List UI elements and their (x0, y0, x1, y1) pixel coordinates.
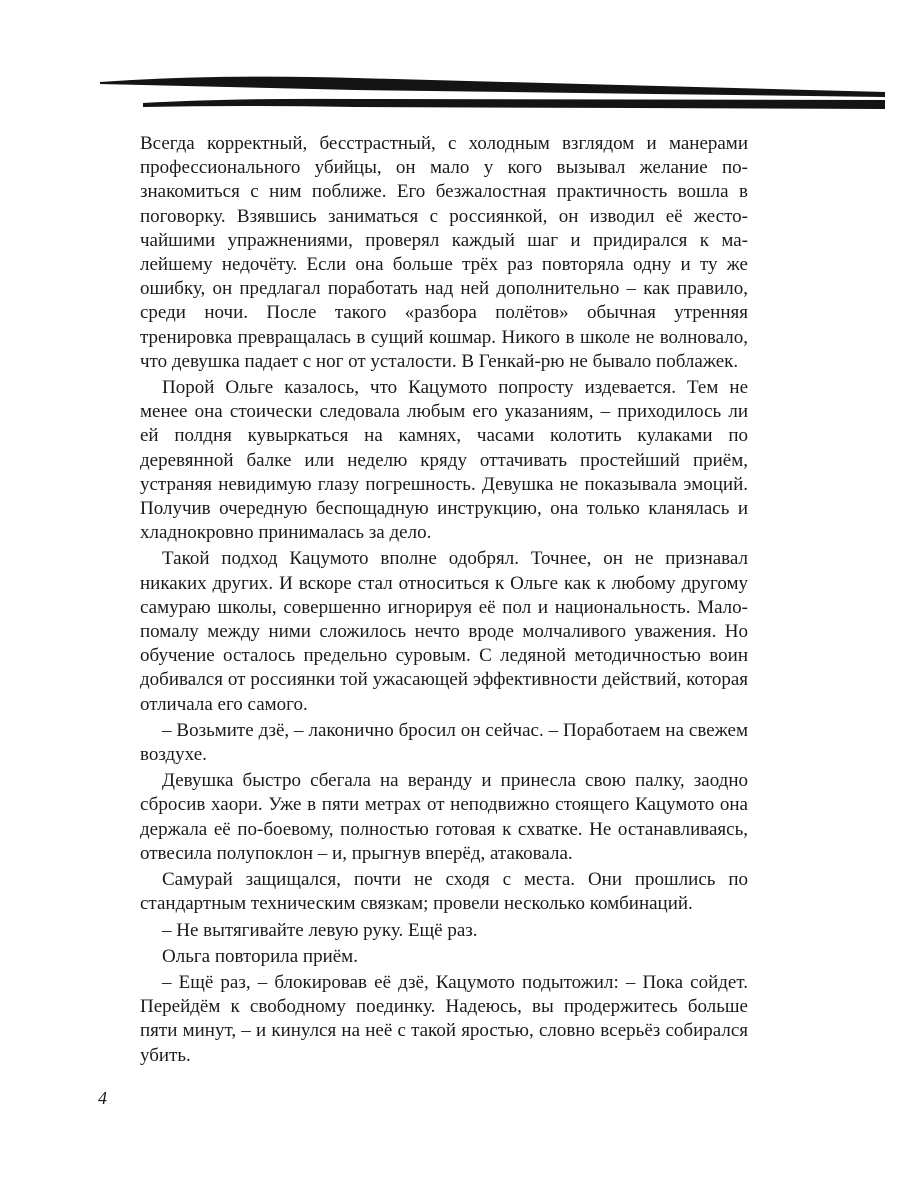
paragraph: Ольга повторила приём. (162, 945, 358, 967)
paragraph: – Ещё раз, – блокировав её дзё, Кацумото подытожил: – Пока сойдет. Перейдём к свободному поединку. Надеюсь, вы продержитесь больше пяти минут, – и кинулся на неё с такой яростью, словно всерьёз собирался убить. (140, 971, 748, 1066)
header-rule-lower-stroke (143, 99, 885, 109)
paragraph: – Возьмите дзё, – лаконично бросил он сейчас. – Поработаем на свежем воздухе. (140, 719, 748, 766)
body-text (140, 132, 748, 1070)
header-decorative-rule (95, 70, 885, 120)
paragraph: Всегда корректный, бесстрастный, с холодным взглядом и манерами профессионального убийцы, он мало у кого вызывал желание познакомиться с ним поближе. Его безжалостная практичность вошла в поговорку. Взявшись заниматься с россиянкой, он изводил её жесточайшими упражнениями, проверял каждый шаг и придирался к малейшему недочёту. Если она больше трёх раз повторяла одну и ту же ошибку, он предлагал поработать над ней дополнительно – как правило, среди ночи. После такого «разбора полётов» обычная утренняя тренировка превращалась в сущий кошмар. Никого в школе не волновало, что девушка падает с ног от усталости. В Генкай-рю не бывало поблажек. (140, 133, 748, 372)
paragraph: Самурай защищался, почти не сходя с места. Они прошлись по стандартным техническим связкам; провели несколько комбинаций. (140, 869, 748, 915)
paragraph: Такой подход Кацумото вполне одобрял. Точнее, он не признавал никаких других. И вскоре стал относиться к Ольге как к любому другому самураю школы, совершенно игнорируя её пол и национальность. Мало-помалу между ними сложилось нечто вроде молчаливого уважения. Но обучение осталось предельно суровым. С ледяной методичностью воин добивался от россиянки той ужасающей эффективности действий, которая отличала его самого. (140, 548, 748, 715)
paragraph: – Не вытягивайте левую руку. Ещё раз. (162, 919, 478, 941)
header-rule-upper-stroke (100, 77, 885, 97)
paragraph: Порой Ольге казалось, что Кацумото попросту издевается. Тем не менее она стоически следовала любым его указаниям, – приходилось ли ей полдня кувыркаться на камнях, часами колотить кулаками по деревянной балке или неделю кряду оттачивать простейший приём, устраняя невидимую глазу погрешность. Девушка не показывала эмоций. Получив очередную беспощадную инструкцию, она только кланялась и хладнокровно принималась за дело. (140, 377, 748, 544)
paragraph: Девушка быстро сбегала на веранду и принесла свою палку, заодно сбросив хаори. Уже в пяти метрах от неподвижно стоящего Кацумото она держала её по-боевому, полностью готовая к схватке. Не останавливаясь, отвесила полупоклон – и, прыгнув вперёд, атаковала. (140, 770, 748, 864)
page-number: 4 (98, 1088, 107, 1108)
